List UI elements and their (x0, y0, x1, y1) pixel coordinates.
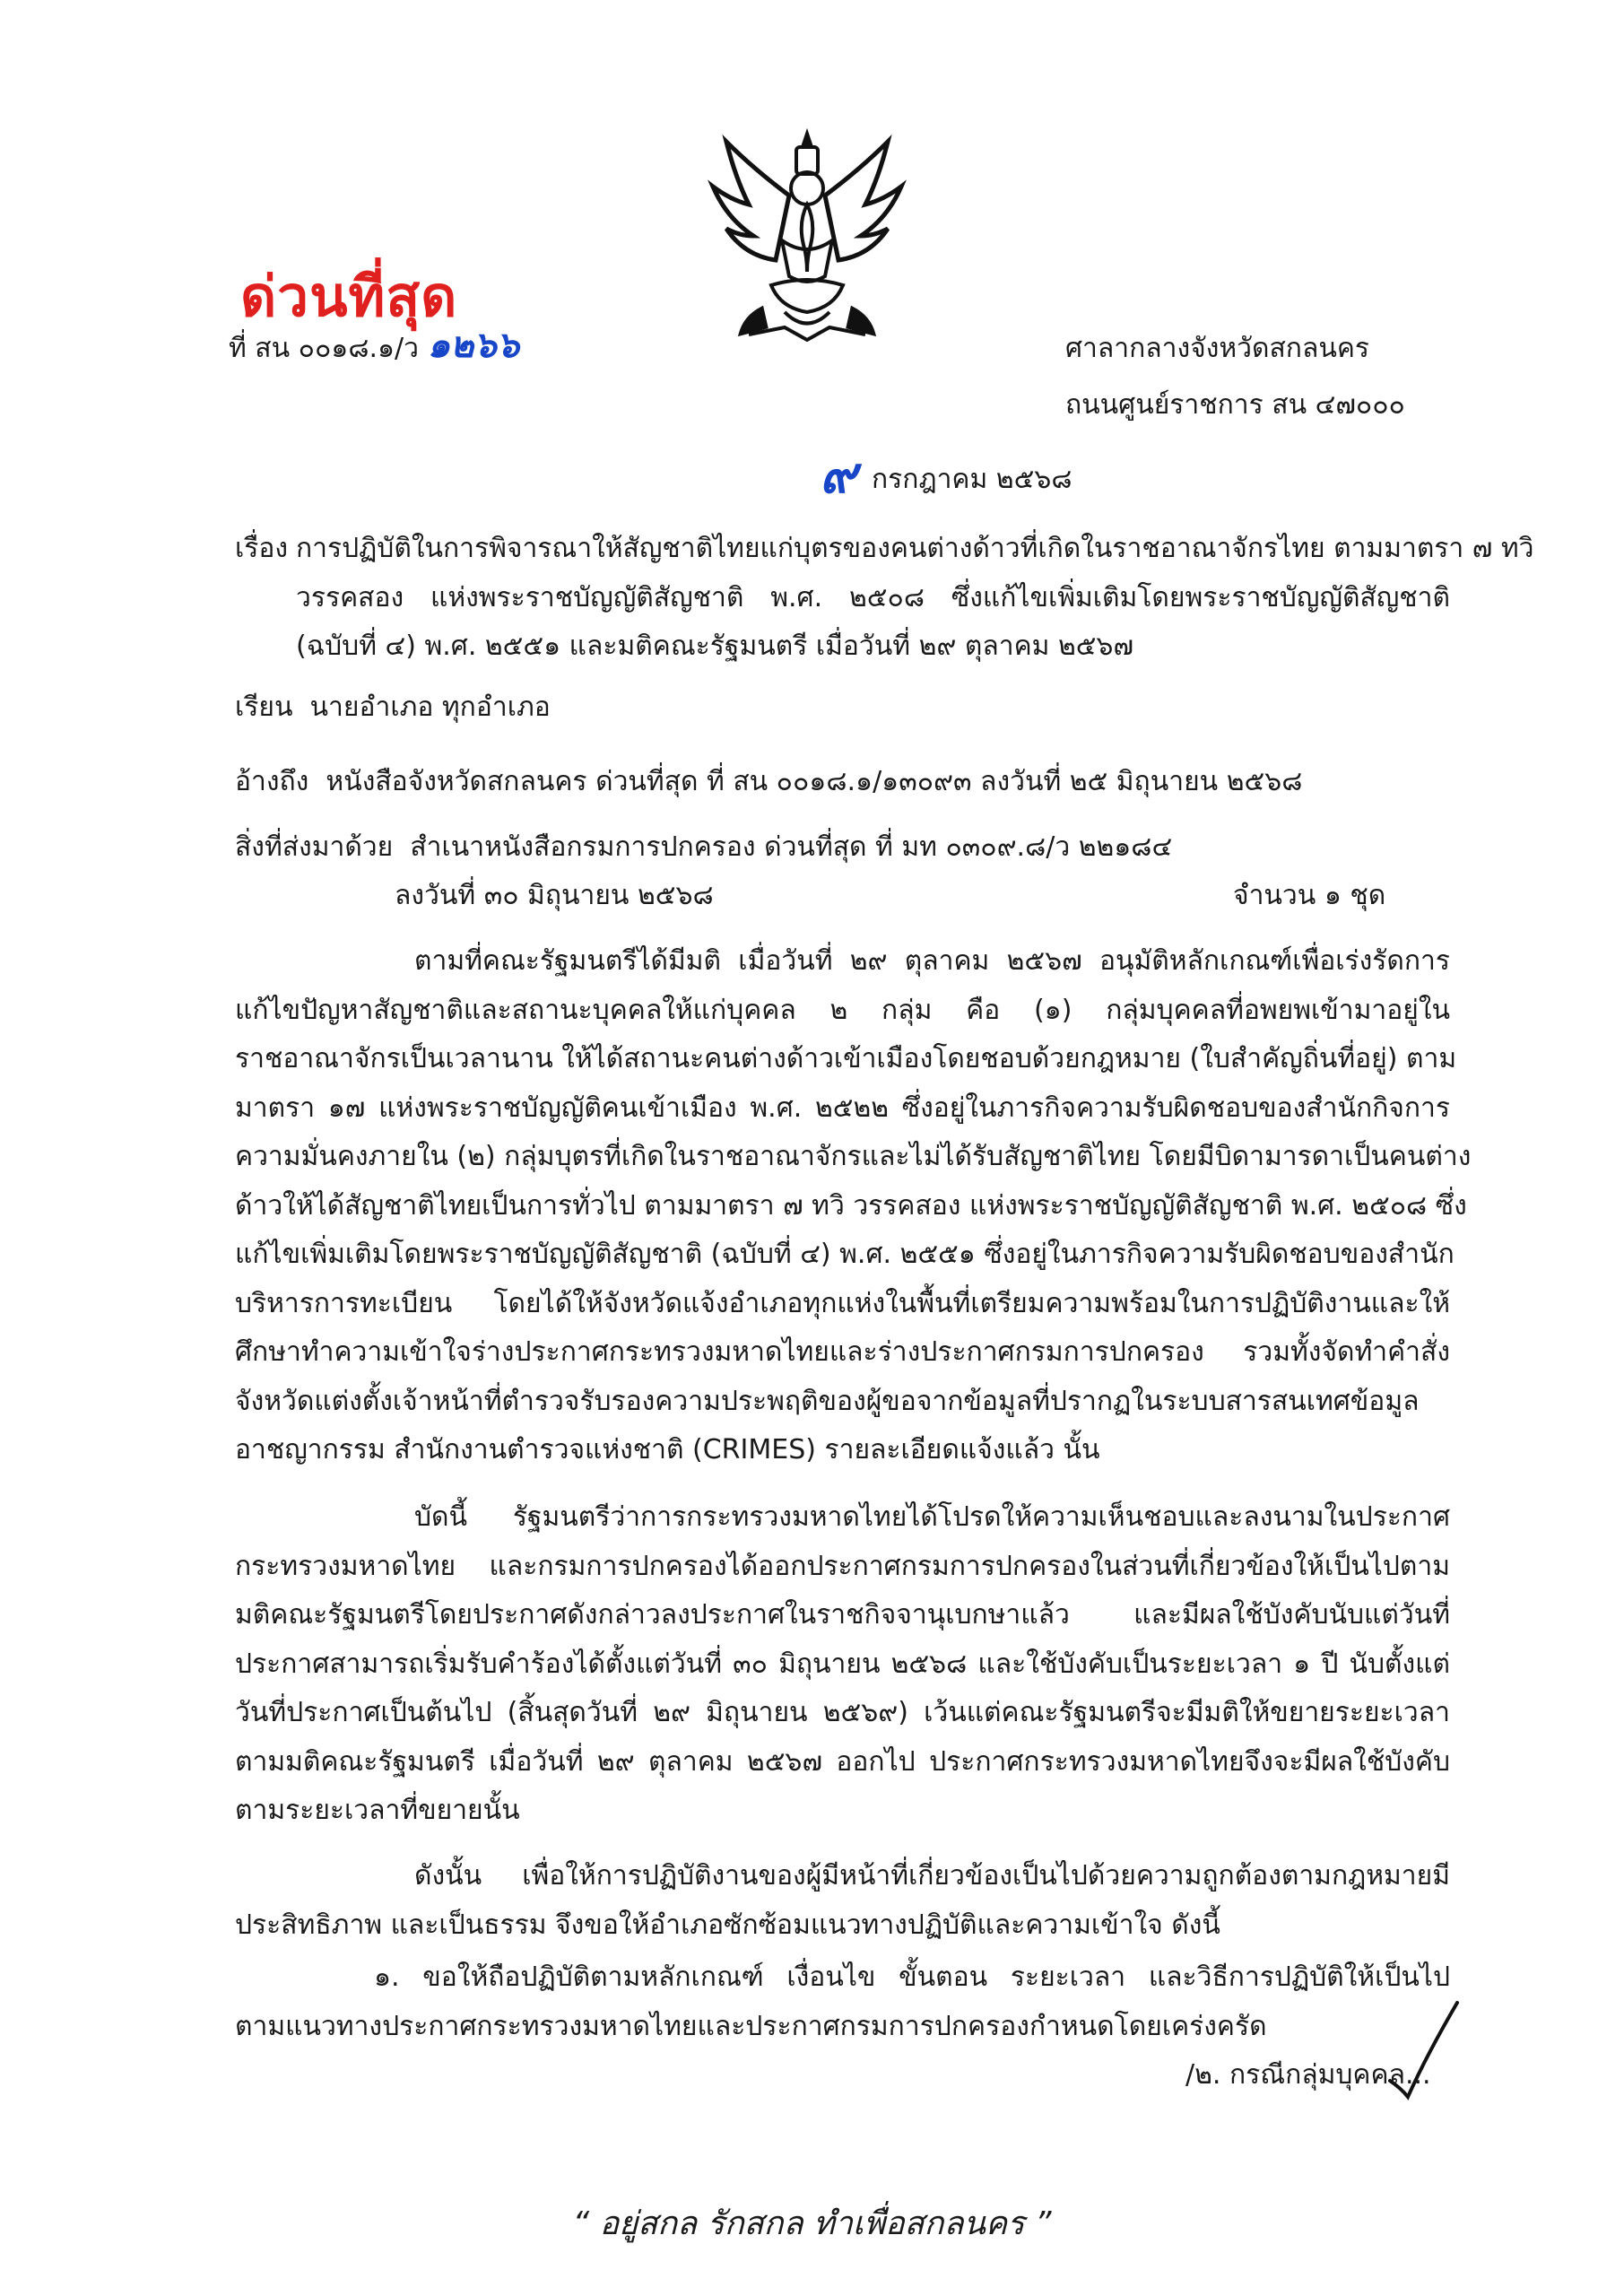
body-paragraph-2 (235, 1493, 1450, 1836)
paragraph-line: ตามมติคณะรัฐมนตรี เมื่อวันที่ ๒๙ ตุลาคม ๒๕๖๗ ออกไป ประกาศกระทรวงมหาดไทยจึงจะมีผลใช้บังคับ (235, 1745, 1450, 1778)
paragraph-line: ด้าวให้ได้สัญชาติไทยเป็นการทั่วไป ตามมาตรา ๗ ทวิ วรรคสอง แห่งพระราชบัญญัติสัญชาติ พ.ศ. ๒๕๐๘ ซึ่ง (235, 1189, 1467, 1222)
paragraph-line: ความมั่นคงภายใน (๒) กลุ่มบุตรที่เกิดในราชอาณาจักรและไม่ได้รับสัญชาติไทย โดยมีบิดามารดาเป็นคนต่าง (235, 1141, 1472, 1172)
salutation (235, 683, 551, 732)
subject-text (296, 525, 1534, 672)
list-item-1 (235, 1953, 1450, 2051)
paragraph-line: ตามระยะเวลาที่ขยายนั้น (235, 1795, 520, 1826)
subject-label: เรื่อง (235, 533, 289, 564)
paragraph-line: ๑. ขอให้ถือปฏิบัติตามหลักเกณฑ์ เงื่อนไข ขั้นตอน ระยะเวลา และวิธีการปฏิบัติให้เป็นไป (374, 1961, 1450, 1993)
paragraph-line: ดังนั้น เพื่อให้การปฏิบัติงานของผู้มีหน้าที่เกี่ยวข้องเป็นไปด้วยความถูกต้องตามกฎหมายมี (414, 1860, 1450, 1892)
paragraph-line: ตามแนวทางประกาศกระทรวงมหาดไทยและประกาศกรมการปกครองกำหนดโดยเคร่งครัด (235, 2010, 1267, 2042)
paragraph-line: กระทรวงมหาดไทย และกรมการปกครองได้ออกประกาศกรมการปกครองในส่วนที่เกี่ยวข้องให้เป็นไปตาม (235, 1550, 1450, 1582)
reference-number-prefix: ที่ สน ๐๐๑๘.๑/ว (229, 333, 420, 364)
paragraph-line: ตามที่คณะรัฐมนตรีได้มีมติ เมื่อวันที่ ๒๙ ตุลาคม ๒๕๖๗ อนุมัติหลักเกณฑ์เพื่อเร่งรัดการ (414, 945, 1450, 977)
paragraph-line: จังหวัดแต่งตั้งเจ้าหน้าที่ตำรวจรับรองความประพฤติของผู้ขอจากข้อมูลที่ปรากฏในระบบสารสนเทศข้อมูล (235, 1385, 1420, 1417)
sender-address-line2: ถนนศูนย์ราชการ สน ๔๗๐๐๐ (1065, 389, 1405, 421)
reference-number-handwritten: ๑๒๖๖ (427, 325, 520, 366)
paragraph-line: อาชญากรรม สำนักงานตำรวจแห่งชาติ (CRIMES) รายละเอียดแจ้งแล้ว นั้น (235, 1434, 1100, 1465)
paragraph-line: ศึกษาทำความเข้าใจร่างประกาศกระทรวงมหาดไทยและร่างประกาศกรมการปกครอง รวมทั้งจัดทำคำสั่ง (235, 1336, 1450, 1368)
date-day-handwritten: ๙ (820, 447, 857, 505)
sender-address-line1: ศาลากลางจังหวัดสกลนคร (1065, 333, 1370, 364)
enclosure-label: สิ่งที่ส่งมาด้วย (235, 831, 394, 863)
letter-date: กรกฎาคม ๒๕๖๘ (872, 464, 1073, 495)
subject-line: (ฉบับที่ ๔) พ.ศ. ๒๕๕๑ และมติคณะรัฐมนตรี เมื่อวันที่ ๒๙ ตุลาคม ๒๕๖๗ (296, 631, 1134, 662)
enclosure-line (235, 823, 1172, 872)
continuation-note: /๒. กรณีกลุ่มบุคคล... (1185, 2059, 1431, 2091)
enclosure-text: สำเนาหนังสือกรมการปกครอง ด่วนที่สุด ที่ มท ๐๓๐๙.๘/ว ๒๒๑๘๔ (410, 831, 1173, 863)
reference-line (235, 758, 1302, 806)
urgency-stamp: ด่วนที่สุด (240, 264, 458, 329)
paragraph-line: บริหารการทะเบียน โดยได้ให้จังหวัดแจ้งอำเภอทุกแห่งในพื้นที่เตรียมความพร้อมในการปฏิบัติงานและให้ (235, 1287, 1450, 1319)
salutation-recipient: นายอำเภอ ทุกอำเภอ (309, 691, 551, 723)
reference-number (229, 321, 519, 373)
reference-label: อ้างถึง (235, 766, 309, 797)
paragraph-line: แก้ไขปัญหาสัญชาติและสถานะบุคคลให้แก่บุคคล ๒ กลุ่ม คือ (๑) กลุ่มบุคคลที่อพยพเข้ามาอยู่ใน (235, 994, 1450, 1026)
paragraph-line: มติคณะรัฐมนตรีโดยประกาศดังกล่าวลงประกาศในราชกิจจานุเบกษาแล้ว และมีผลใช้บังคับนับแต่วันที่ (235, 1599, 1450, 1631)
garuda-emblem-icon (699, 124, 915, 348)
reference-text: หนังสือจังหวัดสกลนคร ด่วนที่สุด ที่ สน ๐๐๑๘.๑/๑๓๐๙๓ ลงวันที่ ๒๕ มิถุนายน ๒๕๖๘ (326, 766, 1303, 797)
subject-line: การปฏิบัติในการพิจารณาให้สัญชาติไทยแก่บุตรของคนต่างด้าวที่เกิดในราชอาณาจักรไทย ตามมาตรา ๗ ทวิ (296, 533, 1534, 564)
paragraph-line: วันที่ประกาศเป็นต้นไป (สิ้นสุดวันที่ ๒๙ มิถุนายน ๒๕๖๙) เว้นแต่คณะรัฐมนตรีจะมีมติให้ขยายระยะเวลา (235, 1697, 1450, 1728)
salutation-label: เรียน (235, 691, 293, 723)
enclosure-quantity: จำนวน ๑ ชุด (1233, 880, 1386, 911)
body-paragraph-1 (235, 937, 1472, 1475)
paragraph-line: ประสิทธิภาพ และเป็นธรรม จึงขอให้อำเภอซักซ้อมแนวทางปฏิบัติและความเข้าใจ ดังนี้ (235, 1909, 1220, 1941)
paragraph-line: ราชอาณาจักรเป็นเวลานาน ให้ได้สถานะคนต่างด้าวเข้าเมืองโดยชอบด้วยกฎหมาย (ใบสำคัญถิ่นที่อยู่) ตาม (235, 1043, 1457, 1074)
paragraph-line: แก้ไขเพิ่มเติมโดยพระราชบัญญัติสัญชาติ (ฉบับที่ ๔) พ.ศ. ๒๕๕๑ ซึ่งอยู่ในภารกิจความรับผิดชอบของสำนัก (235, 1239, 1455, 1270)
footer-slogan: “ อยู่สกล รักสกล ทำเพื่อสกลนคร ” (572, 2205, 1052, 2242)
enclosure-date: ลงวันที่ ๓๐ มิถุนายน ๒๕๖๘ (395, 880, 714, 911)
paragraph-line: มาตรา ๑๗ แห่งพระราชบัญญัติคนเข้าเมือง พ.ศ. ๒๕๒๒ ซึ่งอยู่ในภารกิจความรับผิดชอบของสำนักกิจการ (235, 1091, 1450, 1124)
body-paragraph-3 (235, 1852, 1450, 1950)
subject-line: วรรคสอง แห่งพระราชบัญญัติสัญชาติ พ.ศ. ๒๕๐๘ ซึ่งแก้ไขเพิ่มเติมโดยพระราชบัญญัติสัญชาติ (296, 581, 1450, 613)
paragraph-line: ประกาศสามารถเริ่มรับคำร้องได้ตั้งแต่วันที่ ๓๐ มิถุนายน ๒๕๖๘ และใช้บังคับเป็นระยะเวลา ๑ ปี นับตั้งแต่ (235, 1648, 1450, 1680)
paragraph-line: บัดนี้ รัฐมนตรีว่าการกระทรวงมหาดไทยได้โปรดให้ความเห็นชอบและลงนามในประกาศ (414, 1501, 1450, 1533)
